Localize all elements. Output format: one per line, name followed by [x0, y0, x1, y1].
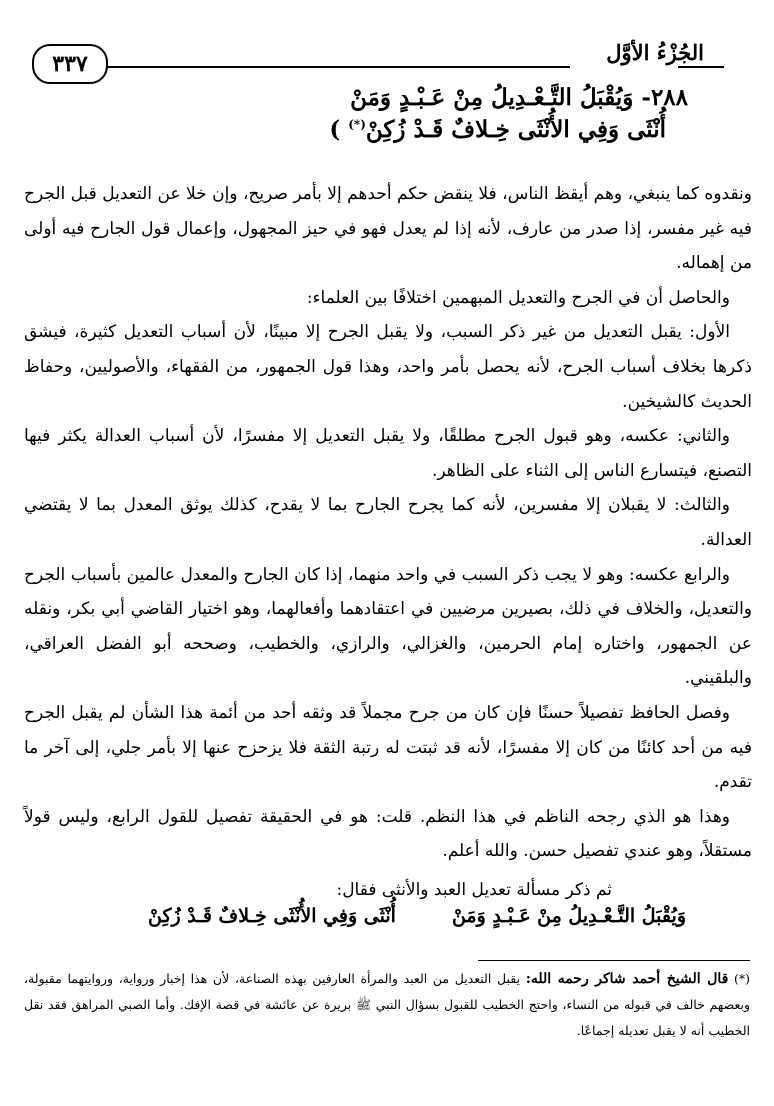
paragraph: وفصل الحافظ تفصيلاً حسنًا فإن كان من جرح مجملاً قد وثقه أحد من أئمة هذا الشأن لم يقبل الجرح فيه من أحد كائنًا من كان إلا مفسرًا، لأنه قد ثبتت له رتبة الثقة فلا يزحزح عنها إلا بأمر جلي، إلى آخر ما تقدم.	[24, 702, 752, 793]
paragraph: الأول: يقبل التعديل من غير ذكر السبب، ولا يقبل الجرح إلا مبينًا، لأن أسباب التعديل كثيرة، فيشق ذكرها بخلاف أسباب الجرح، لأنه يحصل بأمر واحد، وهذا قول الجمهور، من الفقهاء، والأصوليين، وحفاظ الحديث كالشيخين.	[24, 322, 752, 412]
header-rule-right	[678, 66, 724, 68]
body-text	[24, 177, 752, 869]
header-rule-left	[100, 66, 570, 68]
hemistich-left: أُنْثَى وَفِي الأُنْثَى خِـلافٌ قَـدْ زُكِنْ	[148, 905, 396, 927]
paragraph: ونقدوه كما ينبغي، وهم أيقظ الناس، فلا ينقض حكم أحدهم إلا بأمر صريح، وإن خلا عن التعديل قبل الجرح فيه غير مفسر، إذا صدر من عارف، لأنه إذا لم يعدل فهو في حيز المجهول، وإعمال قول الجارح فيه أولى من إهماله.	[24, 184, 752, 274]
paragraph: والثالث: لا يقبلان إلا مفسرين، لأنه كما يجرح الجارح بما لا يقدح، كذلك يوثق المعدل بما لا يقتضي العدالة.	[24, 495, 752, 550]
hemistich-right: وَيُقْبَلُ التَّـعْـدِيلُ مِنْ عَـبْـدٍ وَمَنْ	[451, 905, 686, 927]
footnote-marker: (*)	[733, 971, 750, 986]
verse-heading-line-1: ٢٨٨- وَيُقْبَلُ التَّـعْـدِيلُ مِنْ عَـبْـدٍ وَمَنْ	[350, 84, 688, 111]
verse-intro: ثم ذكر مسألة تعديل العبد والأنثى فقال:	[336, 880, 612, 900]
footnote	[24, 966, 750, 1044]
paragraph: وهذا هو الذي رجحه الناظم في هذا النظم. قلت: هو في الحقيقة تفصيل للقول الرابع، وليس قولاً مستقلاً، وهو عندي تفصيل حسن. والله أعلم.	[24, 806, 752, 862]
verse-heading-paren: )	[329, 116, 341, 143]
part-title: الجُزْءُ الأوَّل	[606, 40, 704, 65]
page-number-badge: ٣٣٧	[32, 44, 108, 84]
paragraph: والثاني: عكسه، وهو قبول الجرح مطلقًا، ولا يقبل التعديل إلا مفسرًا، لأن أسباب العدالة يكثر فيها التصنع، فيتسارع الناس إلى الثناء على الظاهر.	[24, 426, 752, 481]
footnote-marker: (*)	[348, 117, 366, 132]
paragraph: والحاصل أن في الجرح والتعديل المبهمين اختلافًا بين العلماء:	[306, 287, 730, 308]
footnote-lead: قال الشيخ أحمد شاكر رحمه الله:	[525, 971, 729, 987]
verse-heading-line-2	[329, 116, 666, 143]
footnote-rule	[478, 960, 750, 961]
verse-heading-text: أُنْثَى وَفِي الأُنْثَى خِـلافٌ قَـدْ زُكِنْ	[365, 116, 666, 143]
paragraph: والرابع عكسه: وهو لا يجب ذكر السبب في واحد منهما، إذا كان الجارح والمعدل عالمين بأسباب الجرح والتعديل، والخلاف في ذلك، بصيرين مرضيين في اعتقادهما وأفعالهما، وهو اختيار القاضي أبي بكر، ونقله عن الجمهور، واختاره إمام الحرمين، والغزالي، والرازي، والخطيب، وصححه أبو الفضل العراقي، والبلقيني.	[24, 564, 752, 689]
footnote-text: يقبل التعديل من العبد والمرأة العارفين بهذه الصناعة، لأن هذا إخبار ورواية، وروايتهما مقبولة، وبعضهم خالف في قبوله من النساء، واحتج الخطيب للقبول بسؤال النبي ﷺ بريرة عن عائشة في قصة الإفك. وأما الصبي المراهق فقد نقل الخطيب أنه لا يقبل تعديله إجماعًا.	[24, 971, 750, 1038]
